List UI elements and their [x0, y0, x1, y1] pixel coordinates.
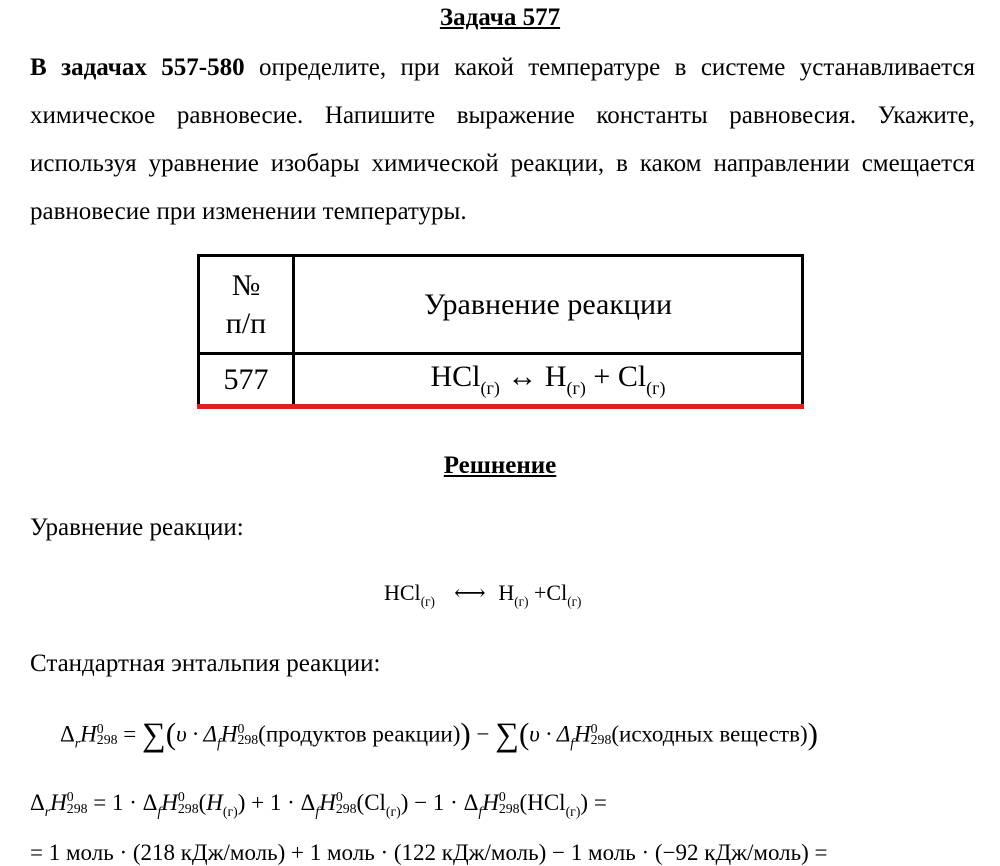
sup-sub: [336, 791, 357, 814]
subscript-298: 298: [96, 732, 118, 748]
superscript-0: 0: [66, 789, 74, 805]
header-number-label: п/п: [225, 306, 267, 340]
product2-formula: Cl: [617, 359, 647, 393]
f-subscript: f: [315, 804, 320, 820]
reactant-state: (г): [420, 593, 435, 609]
product1-formula: H: [544, 359, 567, 393]
state-subscript: (г): [222, 804, 238, 820]
delta-symbol: Δ: [60, 721, 75, 747]
H-symbol: H: [220, 721, 238, 747]
subscript-298: 298: [590, 732, 612, 748]
reaction-table: [197, 254, 804, 407]
H-formula: H: [206, 790, 223, 815]
superscript-0: 0: [177, 789, 185, 805]
r-subscript: r: [44, 804, 51, 820]
product2-state: (г): [567, 593, 582, 609]
task-text: определите, при какой температуре в системе устанавливается химическое равновесие. Напишите выражение константы равновесия. Укажите, используя уравнение изобары химической реакции, в каком направлении смещается равновесие при изменении температуры.: [30, 54, 975, 225]
reaction-arrow: ⟷: [454, 580, 485, 605]
state-subscript: (г): [565, 804, 581, 820]
H-symbol: H: [574, 721, 591, 747]
row-number-cell: 577: [199, 354, 294, 406]
product2-state: (г): [646, 378, 666, 399]
solution-title: Решнение: [443, 452, 557, 479]
header-number-symbol: №: [231, 268, 261, 302]
subscript-298: 298: [498, 800, 520, 816]
reactant-formula: HCl: [430, 359, 481, 393]
table-header-row: [199, 256, 803, 354]
close-paren: ): [807, 716, 818, 751]
H-symbol: H: [161, 790, 178, 815]
sup-sub: [96, 720, 118, 748]
state-subscript: (г): [385, 804, 401, 820]
f-subscript: f: [570, 735, 575, 751]
equilibrium-arrow: ↔: [507, 359, 538, 393]
enthalpy-label: Стандартная энтальпия реакции:: [30, 650, 381, 677]
sup-sub: [178, 791, 199, 814]
table-row: [199, 354, 803, 406]
product1-state: (г): [566, 378, 586, 399]
plus-sign: +: [533, 580, 547, 605]
task-title: Задача 577: [439, 4, 561, 31]
enthalpy-general-formula: [60, 716, 818, 755]
H-symbol: H: [50, 790, 67, 815]
reactants-text: (исходных веществ): [611, 721, 808, 747]
H-symbol: H: [80, 721, 97, 747]
Cl-formula: Cl: [364, 790, 386, 815]
product1-formula: H: [498, 580, 515, 605]
f-subscript: f: [478, 804, 483, 820]
term2-coef: + 1 · Δ: [245, 790, 316, 815]
f-subscript: f: [157, 804, 162, 820]
delta-symbol: Δ: [30, 790, 45, 815]
sup-sub: [590, 720, 612, 748]
reactant-state: (г): [480, 378, 500, 399]
superscript-0: 0: [498, 789, 506, 805]
header-equation-cell: Уравнение реакции: [294, 256, 803, 354]
superscript-0: 0: [96, 720, 104, 736]
equation-label: Уравнение реакции:: [30, 514, 244, 541]
equals-sign: =: [588, 790, 607, 815]
open-paren: (: [165, 716, 177, 751]
term1-coef: = 1 · Δ: [87, 790, 158, 815]
subscript-298: 298: [335, 800, 357, 816]
product2-formula: Cl: [546, 580, 568, 605]
product1-state: (г): [514, 593, 529, 609]
subscript-298: 298: [237, 732, 259, 748]
row-equation-cell: [294, 354, 803, 406]
sup-sub: [67, 791, 88, 814]
task-description: [30, 44, 975, 236]
subscript-298: 298: [177, 800, 199, 816]
sup-sub: [237, 720, 259, 748]
enthalpy-substituted-formula: $\Delta_rH$ 0 298 = $1 \cdot \Delta_fH$ 0 298 $(H_{(г)}) + 1 \cdot \Delta_fH$ 0 298 $(Cl_{(г)}) - 1 \cdot \Delta_fH$ 0 298 (HCl$_{(г)}$) =: [30, 789, 607, 820]
task-range: В задачах 557-580: [30, 54, 245, 81]
nu-delta: υ · Δ: [176, 721, 217, 747]
H-symbol: H: [482, 790, 499, 815]
sup-sub: [499, 791, 520, 814]
plus-sign: +: [593, 359, 611, 393]
reaction-equation: [384, 580, 581, 610]
reactant-formula: HCl: [384, 580, 421, 605]
term3-coef: − 1 · Δ: [408, 790, 479, 815]
minus-sign: −: [470, 721, 496, 747]
sum-symbol: ∑: [495, 716, 519, 754]
HCl-formula: HCl: [527, 790, 566, 815]
superscript-0: 0: [237, 720, 245, 736]
H-symbol: H: [319, 790, 336, 815]
equals-sign: =: [117, 721, 142, 747]
table-underline: [197, 404, 804, 409]
open-paren: (: [518, 716, 530, 751]
sum-symbol: ∑: [141, 716, 166, 754]
enthalpy-numeric-formula: = 1 моль · (218 кДж/моль) + 1 моль · (122 кДж/моль) − 1 моль · (−92 кДж/моль) =: [30, 840, 828, 865]
close-paren: ): [460, 716, 471, 751]
r-subscript: r: [74, 735, 81, 751]
superscript-0: 0: [335, 789, 343, 805]
nu-delta: υ · Δ: [529, 721, 571, 747]
f-subscript: f: [216, 735, 221, 751]
products-text: (продуктов реакции): [258, 721, 461, 747]
subscript-298: 298: [66, 800, 88, 816]
superscript-0: 0: [590, 720, 598, 736]
header-number-cell: [199, 256, 294, 354]
